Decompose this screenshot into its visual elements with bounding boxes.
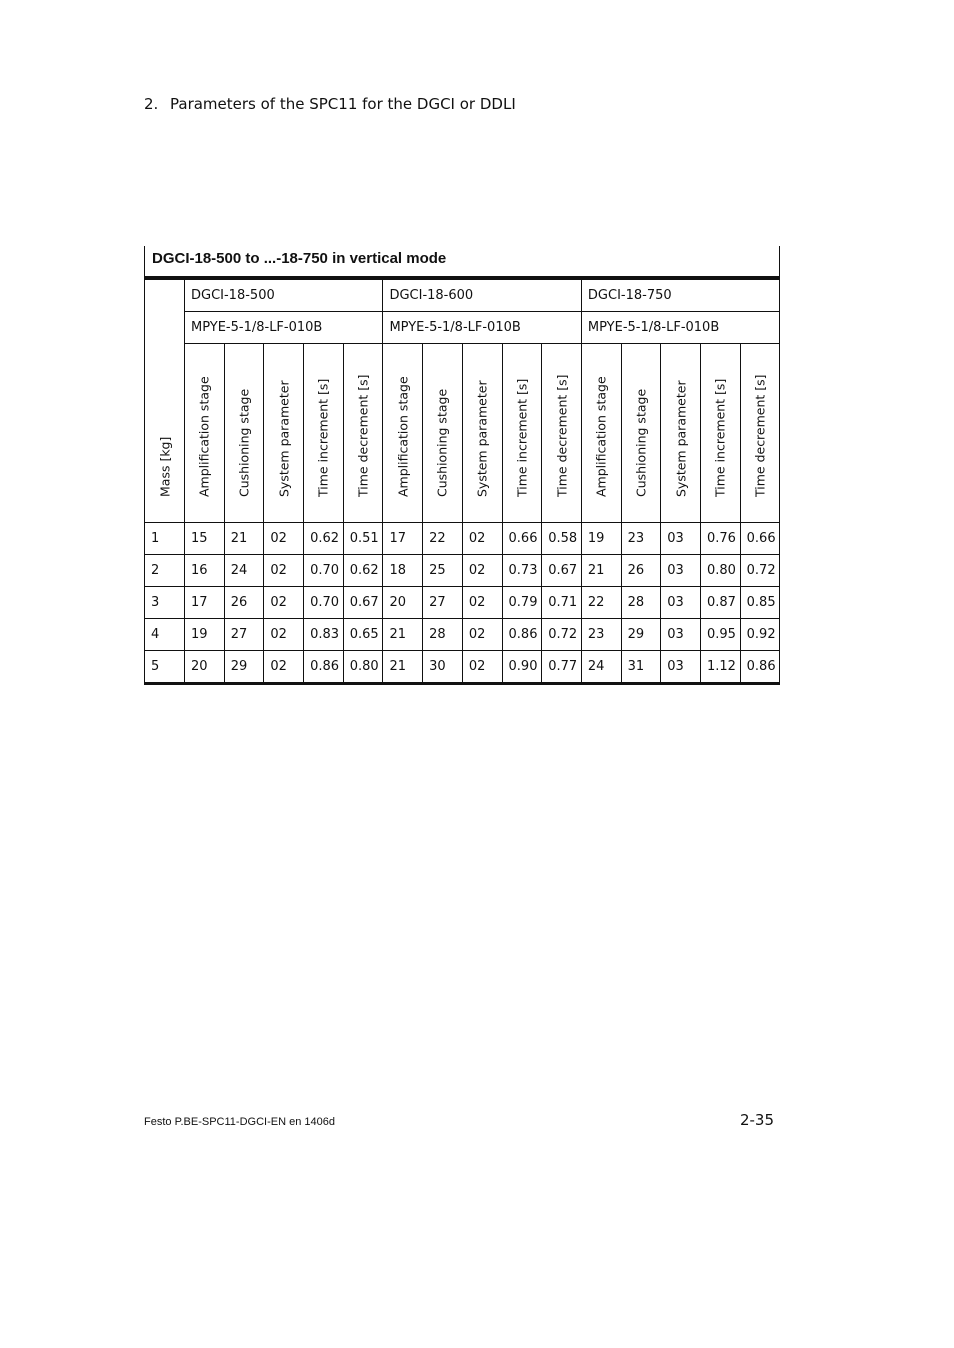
value-cell: 21 — [383, 619, 423, 651]
valve-header-cell: MPYE-5-1/8-LF-010B — [383, 312, 581, 344]
column-header-label: Cushioning stage — [236, 388, 252, 497]
value-cell: 17 — [383, 523, 423, 555]
column-header-label: Amplification stage — [196, 376, 212, 497]
column-header-cell — [700, 344, 740, 523]
value-cell: 03 — [661, 555, 701, 587]
value-cell: 17 — [185, 587, 225, 619]
value-cell: 0.70 — [304, 555, 344, 587]
column-header-cell — [264, 344, 304, 523]
column-header-label: System parameter — [673, 380, 689, 497]
value-cell: 0.80 — [700, 555, 740, 587]
value-cell: 19 — [581, 523, 621, 555]
column-header-label: Time decrement [s] — [752, 374, 768, 497]
column-header-cell — [621, 344, 661, 523]
column-header-label: Time increment [s] — [712, 378, 728, 497]
value-cell: 02 — [264, 619, 304, 651]
drive-header-cell: DGCI-18-500 — [185, 278, 383, 312]
column-header-cell — [661, 344, 701, 523]
drive-header-cell: DGCI-18-600 — [383, 278, 581, 312]
value-cell: 27 — [423, 587, 463, 619]
value-cell: 23 — [621, 523, 661, 555]
value-cell: 03 — [661, 523, 701, 555]
value-cell: 29 — [224, 651, 264, 684]
value-cell: 0.66 — [502, 523, 542, 555]
value-cell: 02 — [264, 523, 304, 555]
value-cell: 0.79 — [502, 587, 542, 619]
value-cell: 26 — [621, 555, 661, 587]
column-header-cell — [304, 344, 344, 523]
value-cell: 0.73 — [502, 555, 542, 587]
value-cell: 24 — [224, 555, 264, 587]
value-cell: 02 — [264, 651, 304, 684]
mass-header-label: Mass [kg] — [157, 436, 172, 497]
column-header-label: Cushioning stage — [434, 388, 450, 497]
value-cell: 20 — [383, 587, 423, 619]
table-row — [145, 619, 780, 651]
value-cell: 0.76 — [700, 523, 740, 555]
column-header-label: Cushioning stage — [633, 388, 649, 497]
value-cell: 0.70 — [304, 587, 344, 619]
value-cell: 31 — [621, 651, 661, 684]
value-cell: 22 — [423, 523, 463, 555]
value-cell: 16 — [185, 555, 225, 587]
value-cell: 0.77 — [542, 651, 582, 684]
column-header-label: Time increment [s] — [514, 378, 530, 497]
parameter-table — [144, 276, 780, 685]
drive-row — [145, 278, 780, 312]
value-cell: 0.86 — [304, 651, 344, 684]
value-cell: 0.80 — [343, 651, 383, 684]
mass-cell: 5 — [145, 651, 185, 684]
valve-header-cell: MPYE-5-1/8-LF-010B — [581, 312, 779, 344]
valve-row — [145, 312, 780, 344]
table-row — [145, 555, 780, 587]
parameter-table-container — [144, 246, 780, 685]
value-cell: 0.67 — [542, 555, 582, 587]
value-cell: 0.83 — [304, 619, 344, 651]
mass-cell: 4 — [145, 619, 185, 651]
column-header-label: System parameter — [276, 380, 292, 497]
value-cell: 0.58 — [542, 523, 582, 555]
value-cell: 28 — [621, 587, 661, 619]
section-number: 2. — [144, 95, 159, 113]
column-header-cell — [462, 344, 502, 523]
value-cell: 02 — [264, 555, 304, 587]
mass-cell: 3 — [145, 587, 185, 619]
value-cell: 28 — [423, 619, 463, 651]
table-row — [145, 523, 780, 555]
column-header-cell — [423, 344, 463, 523]
mass-header-cell — [145, 278, 185, 523]
column-header-label: Time decrement [s] — [355, 374, 371, 497]
value-cell: 23 — [581, 619, 621, 651]
value-cell: 29 — [621, 619, 661, 651]
column-header-label: Time decrement [s] — [554, 374, 570, 497]
value-cell: 03 — [661, 651, 701, 684]
table-row — [145, 651, 780, 684]
column-header-cell — [224, 344, 264, 523]
value-cell: 25 — [423, 555, 463, 587]
value-cell: 18 — [383, 555, 423, 587]
value-cell: 0.87 — [700, 587, 740, 619]
column-header-label: Amplification stage — [395, 376, 411, 497]
value-cell: 0.62 — [343, 555, 383, 587]
value-cell: 02 — [462, 651, 502, 684]
value-cell: 0.86 — [740, 651, 780, 684]
column-header-cell — [542, 344, 582, 523]
value-cell: 0.86 — [502, 619, 542, 651]
column-header-row — [145, 344, 780, 523]
section-heading — [144, 95, 516, 113]
value-cell: 21 — [383, 651, 423, 684]
table-title: DGCI-18-500 to ...-18-750 in vertical mode — [144, 246, 780, 276]
value-cell: 26 — [224, 587, 264, 619]
value-cell: 15 — [185, 523, 225, 555]
value-cell: 0.62 — [304, 523, 344, 555]
value-cell: 0.72 — [740, 555, 780, 587]
value-cell: 0.72 — [542, 619, 582, 651]
column-header-cell — [343, 344, 383, 523]
value-cell: 0.90 — [502, 651, 542, 684]
mass-cell: 2 — [145, 555, 185, 587]
valve-header-cell: MPYE-5-1/8-LF-010B — [185, 312, 383, 344]
section-title: Parameters of the SPC11 for the DGCI or DDLI — [170, 95, 516, 113]
value-cell: 0.95 — [700, 619, 740, 651]
value-cell: 21 — [224, 523, 264, 555]
value-cell: 02 — [264, 587, 304, 619]
value-cell: 20 — [185, 651, 225, 684]
value-cell: 02 — [462, 523, 502, 555]
value-cell: 0.85 — [740, 587, 780, 619]
column-header-cell — [581, 344, 621, 523]
column-header-label: System parameter — [474, 380, 490, 497]
column-header-cell — [502, 344, 542, 523]
value-cell: 0.67 — [343, 587, 383, 619]
footer-doc-id: Festo P.BE-SPC11-DGCI-EN en 1406d — [144, 1116, 335, 1128]
value-cell: 21 — [581, 555, 621, 587]
value-cell: 1.12 — [700, 651, 740, 684]
value-cell: 02 — [462, 587, 502, 619]
value-cell: 0.51 — [343, 523, 383, 555]
page-number: 2-35 — [739, 1111, 774, 1129]
value-cell: 0.66 — [740, 523, 780, 555]
value-cell: 19 — [185, 619, 225, 651]
value-cell: 02 — [462, 555, 502, 587]
column-header-cell — [383, 344, 423, 523]
value-cell: 03 — [661, 587, 701, 619]
value-cell: 03 — [661, 619, 701, 651]
value-cell: 0.65 — [343, 619, 383, 651]
value-cell: 0.92 — [740, 619, 780, 651]
value-cell: 0.71 — [542, 587, 582, 619]
column-header-label: Time increment [s] — [315, 378, 331, 497]
value-cell: 22 — [581, 587, 621, 619]
column-header-cell — [740, 344, 780, 523]
value-cell: 02 — [462, 619, 502, 651]
value-cell: 24 — [581, 651, 621, 684]
column-header-cell — [185, 344, 225, 523]
column-header-label: Amplification stage — [593, 376, 609, 497]
value-cell: 30 — [423, 651, 463, 684]
table-row — [145, 587, 780, 619]
drive-header-cell: DGCI-18-750 — [581, 278, 779, 312]
value-cell: 27 — [224, 619, 264, 651]
mass-cell: 1 — [145, 523, 185, 555]
